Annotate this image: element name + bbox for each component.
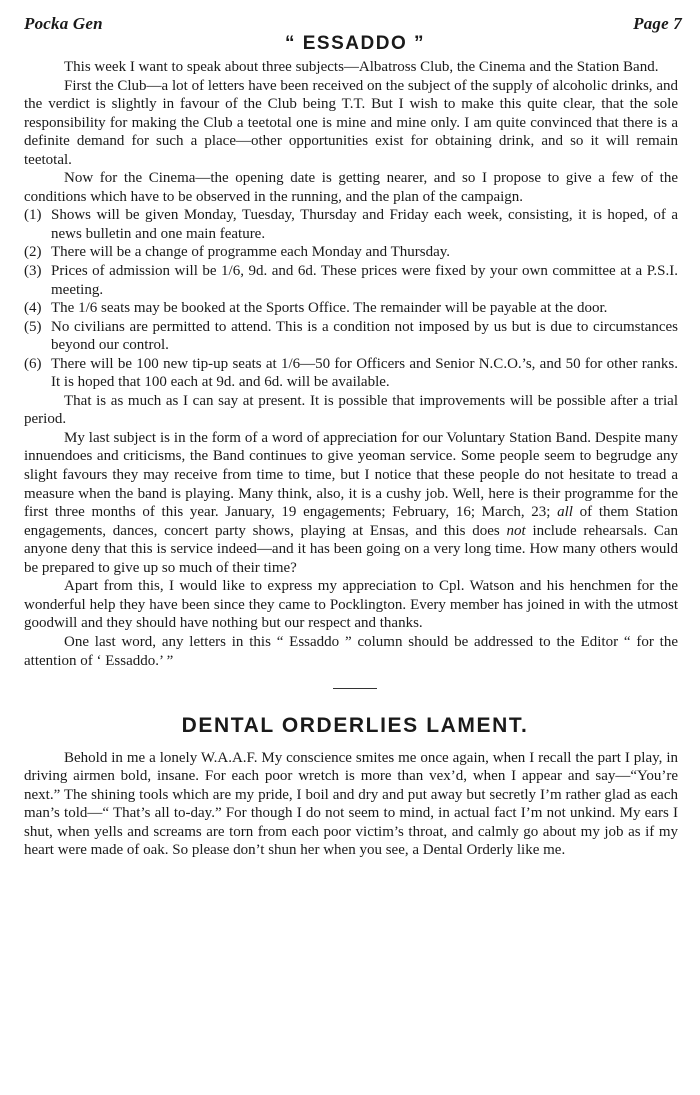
publication-name: Pocka Gen — [24, 14, 103, 33]
condition-text: Prices of admission will be 1/6, 9d. and 6d. These prices were fixed by your own committee at a P.S.I. meeting. — [51, 263, 678, 298]
dental-poem-text: Behold in me a lonely W.A.A.F. My conscience smites me once again, when I recall the part I play, in driving airmen bold, insane. For each poor wretch is more than vex’d, when I appear and say—“You’re next.” The shining tools which are my pride, I boil and dry and put away but secretly I’m rather glad as each man’s told—“ That’s all to-day.” For though I do not seem to mind, in actual fact I’m not unkind. My ears I shut, when yells and screams are torn from each poor victim’s throat, and calmly go about my job as if my heart were made of oak. So please don’t shun her when you see, a Dental Orderly like me. — [24, 750, 678, 859]
condition-item — [24, 318, 678, 355]
condition-item — [24, 355, 678, 392]
condition-item — [24, 299, 678, 318]
band-text-2: of them Station engagements, dances, concert party shows, playing at Ensas, and this does — [24, 504, 679, 539]
last-word-paragraph: One last word, any letters in this “ Essaddo ” column should be addressed to the Editor “ for the attention of ‘ Essaddo.’ ” — [24, 633, 678, 669]
intro-paragraph: This week I want to speak about three subjects—Albatross Club, the Cinema and the Station Band. — [64, 59, 659, 75]
condition-item — [24, 262, 678, 299]
condition-number: (6) — [24, 355, 42, 372]
section-divider — [333, 688, 377, 689]
condition-number: (3) — [24, 263, 42, 280]
improvements-paragraph: That is as much as I can say at present. It is possible that improvements will be possible after a trial period. — [24, 392, 678, 428]
dental-poem — [24, 749, 686, 859]
band-emphasis-all: all — [557, 504, 573, 521]
page-number: Page 7 — [633, 14, 682, 33]
club-paragraph: First the Club—a lot of letters have been received on the subject of the supply of alcoholic drinks, and the verdict is slightly in favour of the Club being T.T. But I wish to make this quite clear, that the sole responsibility for making the Club a teetotal one is mine and mine only. I am quite convinced that there is a definite demand for such a place—other opportunities exist for obtaining drink, and so it will remain teetotal. — [24, 77, 678, 168]
condition-number: (5) — [24, 318, 42, 335]
condition-number: (4) — [24, 300, 42, 317]
band-emphasis-not: not — [506, 522, 526, 539]
condition-text: The 1/6 seats may be booked at the Sports Office. The remainder will be payable at the door. — [51, 300, 608, 317]
essaddo-title: “ ESSADDO ” — [284, 33, 426, 54]
watson-paragraph: Apart from this, I would like to express my appreciation to Cpl. Watson and his henchmen for the wonderful help they have been since they came to Pocklington. Every member has joined in with the utmost goodwill and they should have nothing but our respect and thanks. — [24, 578, 678, 632]
cinema-conditions-list — [24, 206, 678, 391]
condition-text: There will be a change of programme each Monday and Thursday. — [51, 244, 451, 261]
condition-item — [24, 243, 678, 262]
cinema-paragraph: Now for the Cinema—the opening date is getting nearer, and so I propose to give a few of the conditions which have to be observed in the running, and the plan of the campaign. — [24, 170, 678, 205]
essaddo-article — [24, 58, 686, 670]
condition-number: (2) — [24, 244, 42, 261]
condition-text: Shows will be given Monday, Tuesday, Thursday and Friday each week, consisting, it is hoped, of a news bulletin and one main feature. — [51, 207, 678, 242]
band-text-3: include rehearsals. Can anyone deny that this is service indeed—and it has been going on a very long time. How many others would be prepared to give up so much of their time? — [24, 522, 679, 576]
condition-item — [24, 206, 678, 243]
condition-text: There will be 100 new tip-up seats at 1/6—50 for Officers and Senior N.C.O.’s, and 50 for other ranks. It is hoped that 100 each at 9d. and 6d. will be available. — [51, 355, 678, 391]
band-text-1: My last subject is in the form of a word of appreciation for our Voluntary Station Band. Despite many innuendoes and criticisms, the Band continues to give yeoman service. Some people seem to begrudge any slight favours they may receive from time to time, but I notice that these people do not hesitate to tread a measure when the band is playing. Many think, also, it is a cushy job. Well, here is their programme for the first three months of this year. January, 19 engagements; February, 16; March, 23; — [24, 429, 678, 521]
condition-number: (1) — [24, 207, 42, 224]
dental-title: DENTAL ORDERLIES LAMENT. — [181, 714, 529, 738]
condition-text: No civilians are permitted to attend. This is a condition not imposed by us but is due to circumstances beyond our control. — [51, 318, 678, 354]
band-paragraph — [24, 429, 678, 577]
